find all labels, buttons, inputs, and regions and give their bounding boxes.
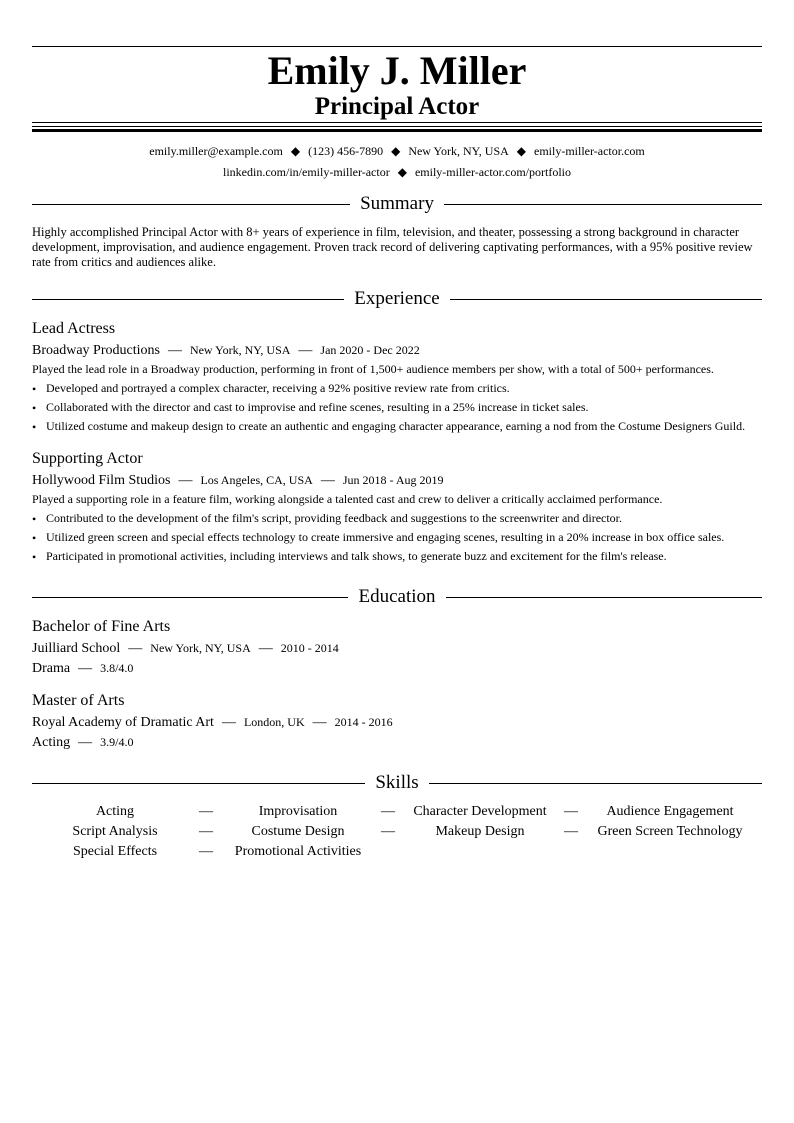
skill-separator: — — [199, 824, 213, 839]
header-rule — [32, 122, 762, 132]
school: Juilliard School — [32, 641, 121, 656]
skill-item: Special Effects — [72, 844, 158, 859]
job-meta: Hollywood Film Studios — Los Angeles, CA, USA — Jun 2018 - Aug 2019 — [32, 473, 444, 488]
linkedin-link[interactable]: linkedin.com/in/emily-miller-actor — [223, 165, 390, 179]
skill-item: Costume Design — [251, 824, 345, 839]
major-meta: Drama — 3.8/4.0 — [32, 661, 134, 676]
school: Royal Academy of Dramatic Art — [32, 715, 214, 730]
gpa: 3.9/4.0 — [100, 735, 134, 749]
summary-text: Highly accomplished Principal Actor with 8+ years of experience in film, television, and theater, possessing a strong background in character development, improvisation, and audience engagement. Proven track record of delivering captivating performances, with a 95% positive review rate from critics and audiences alike. — [32, 225, 753, 269]
job-dates: Jan 2020 - Dec 2022 — [320, 343, 420, 357]
school-dates: 2014 - 2016 — [334, 715, 393, 729]
degree-title: Master of Arts — [32, 692, 125, 709]
summary-heading: Summary — [32, 193, 762, 215]
school-location: New York, NY, USA — [150, 641, 251, 655]
company: Hollywood Film Studios — [32, 473, 171, 488]
skill-item: Green Screen Technology — [597, 824, 743, 839]
diamond-icon: ◆ — [397, 165, 407, 179]
location: New York, NY, USA — [408, 144, 509, 158]
school-meta: Juilliard School — New York, NY, USA — 2010 - 2014 — [32, 641, 339, 656]
skill-separator: — — [381, 824, 395, 839]
gpa: 3.8/4.0 — [100, 661, 134, 675]
job-location: Los Angeles, CA, USA — [200, 473, 313, 487]
skill-item: Audience Engagement — [606, 804, 734, 819]
portfolio-link[interactable]: emily-miller-actor.com/portfolio — [414, 165, 571, 179]
job-location: New York, NY, USA — [189, 343, 291, 357]
job-title: Supporting Actor — [32, 450, 143, 467]
diamond-icon: ◆ — [290, 144, 301, 158]
list-item: • Contributed to the development of the film's script, providing feedback and suggestions to the screenwriter and director. — [32, 511, 623, 526]
job-title: Lead Actress — [32, 320, 116, 337]
top-rule — [32, 46, 762, 47]
education-heading: Education — [32, 586, 762, 608]
skill-separator: — — [564, 804, 578, 819]
skill-separator: — — [564, 824, 578, 839]
contact-line-2 — [32, 165, 762, 179]
skill-separator: — — [199, 804, 213, 819]
list-item: • Utilized green screen and special effects technology to create immersive and engaging scenes, resulting in a 20% increase in box office sales. — [32, 530, 725, 545]
major: Drama — [32, 661, 71, 676]
company: Broadway Productions — [32, 343, 160, 358]
school-dates: 2010 - 2014 — [280, 641, 339, 655]
skill-item: Acting — [95, 804, 135, 819]
phone-number: (123) 456-7890 — [308, 144, 384, 158]
major: Acting — [32, 735, 71, 750]
experience-heading: Experience — [32, 288, 762, 310]
email-link[interactable]: emily.miller@example.com — [149, 144, 283, 158]
skill-separator: — — [199, 844, 213, 859]
degree-title: Bachelor of Fine Arts — [32, 618, 171, 635]
job-dates: Jun 2018 - Aug 2019 — [342, 473, 444, 487]
skill-item: Script Analysis — [72, 824, 158, 839]
skill-item: Improvisation — [258, 804, 338, 819]
major-meta: Acting — 3.9/4.0 — [32, 735, 134, 750]
school-location: London, UK — [243, 715, 305, 729]
list-item: • Participated in promotional activities, including interviews and talk shows, to generate buzz and excitement for the film's release. — [32, 549, 667, 564]
skill-item: Promotional Activities — [234, 844, 362, 859]
list-item: • Utilized costume and makeup design to create an authentic and engaging character appearance, earning a nod from the Costume Designers Guild. — [32, 419, 746, 434]
contact-line-1 — [32, 144, 762, 158]
candidate-title: Principal Actor — [314, 93, 480, 120]
website-link[interactable]: emily-miller-actor.com — [534, 144, 645, 158]
job-description: Played a supporting role in a feature film, working alongside a talented cast and crew to deliver a critically acclaimed performance. — [32, 492, 663, 506]
job-meta: Broadway Productions — New York, NY, USA — Jan 2020 - Dec 2022 — [32, 343, 420, 358]
skill-item: Character Development — [413, 804, 547, 819]
diamond-icon: ◆ — [391, 144, 401, 158]
skill-separator: — — [381, 804, 395, 819]
list-item: • Collaborated with the director and cast to improvise and refine scenes, resulting in a 25% increase in ticket sales. — [32, 400, 589, 415]
skill-item: Makeup Design — [435, 824, 525, 839]
list-item: • Developed and portrayed a complex character, receiving a 92% positive review rate from critics. — [32, 381, 510, 396]
job-description: Played the lead role in a Broadway production, performing in front of 1,500+ audience members per show, with a total of 500+ performances. — [32, 362, 714, 376]
diamond-icon: ◆ — [516, 144, 527, 158]
school-meta: Royal Academy of Dramatic Art — London, UK — 2014 - 2016 — [32, 715, 393, 730]
candidate-name: Emily J. Miller — [267, 48, 527, 93]
skills-heading: Skills — [32, 772, 762, 794]
